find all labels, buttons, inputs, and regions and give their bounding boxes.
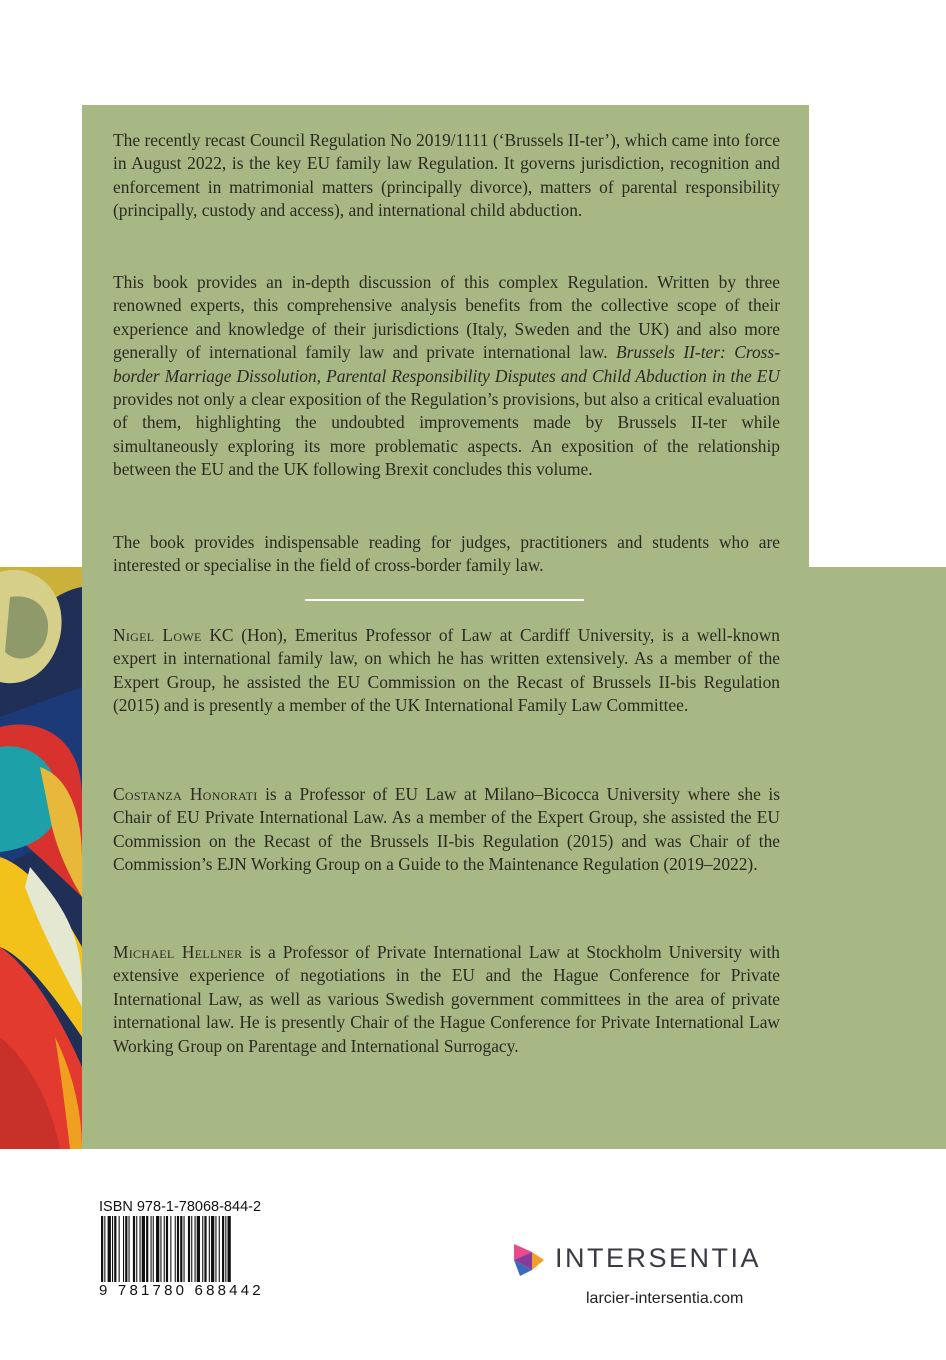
barcode-digits: 9 781780 688442 [99, 1282, 264, 1299]
author-name: Nigel Lowe [113, 625, 202, 645]
author-name: Michael Hellner [113, 942, 243, 962]
description-paragraph-1: The recently recast Council Regulation No 2019/1111 (‘Brussels II-ter’), which came into force in August 2022, is the key EU family law Regulation. It governs jurisdiction, recognition and enforcement in matrimonial matters (principally divorce), matters of parental responsibility (principally, custody and access), and international child abduction. [113, 130, 780, 221]
section-divider [305, 599, 584, 601]
author-bio-3: Michael Hellner is a Professor of Private International Law at Stockholm University with extensive experience of negotiations in the EU and the Hague Conference for Private International Law, as well as various Swedish government committees in the area of private international law. He is presently Chair of the Hague Conference for Private International Law Working Group on Parentage and International Surrogacy. [113, 942, 780, 1056]
publisher-name: INTERSENTIA [555, 1243, 762, 1273]
cover-artwork [0, 567, 82, 1149]
book-title: Brussels II-ter: Cross-border Marriage Dissolution, Parental Responsibility Disputes and Child Abduction in the EU [113, 342, 780, 386]
description-paragraph-3: The book provides indispensable reading for judges, practitioners and students who are interested or specialise in the field of cross-border family law. [113, 532, 780, 576]
author-name: Costanza Honorati [113, 784, 258, 804]
publisher-website[interactable]: larcier-intersentia.com [586, 1290, 744, 1307]
isbn-label: ISBN 978-1-78068-844-2 [99, 1199, 262, 1215]
description-paragraph-2: This book provides an in-depth discussion of this complex Regulation. Written by three renowned experts, this comprehensive analysis benefits from the collective scope of their experience and knowledge of their jurisdictions (Italy, Sweden and the UK) and also more generally of international family law and private international law. Brussels II-ter: Cross-border Marriage Dissolution, Parental Responsibility Disputes and Child Abduction in the EU provides not only a clear exposition of the Regulation’s provisions, but also a critical evaluation of them, highlighting the undoubted improvements made by Brussels II-ter while simultaneously exploring its more problematic aspects. An exposition of the relationship between the EU and the UK following Brexit concludes this volume. [113, 272, 780, 480]
author-bio-2: Costanza Honorati is a Professor of EU Law at Milano–Bicocca University where she is Chair of EU Private International Law. As a member of the Expert Group, she assisted the EU Commission on the Recast of the Brussels II-bis Regulation (2015) and was Chair of the Commission’s EJN Working Group on a Guide to the Maintenance Regulation (2019–2022). [113, 784, 780, 875]
author-bio-1: Nigel Lowe KC (Hon), Emeritus Professor of Law at Cardiff University, is a well-known expert in international family law, on which he has written extensively. As a member of the Expert Group, he assisted the EU Commission on the Recast of Brussels II-bis Regulation (2015) and is presently a member of the UK International Family Law Committee. [113, 625, 780, 716]
barcode-image [99, 1216, 279, 1287]
intersentia-logo-icon [512, 1242, 546, 1283]
